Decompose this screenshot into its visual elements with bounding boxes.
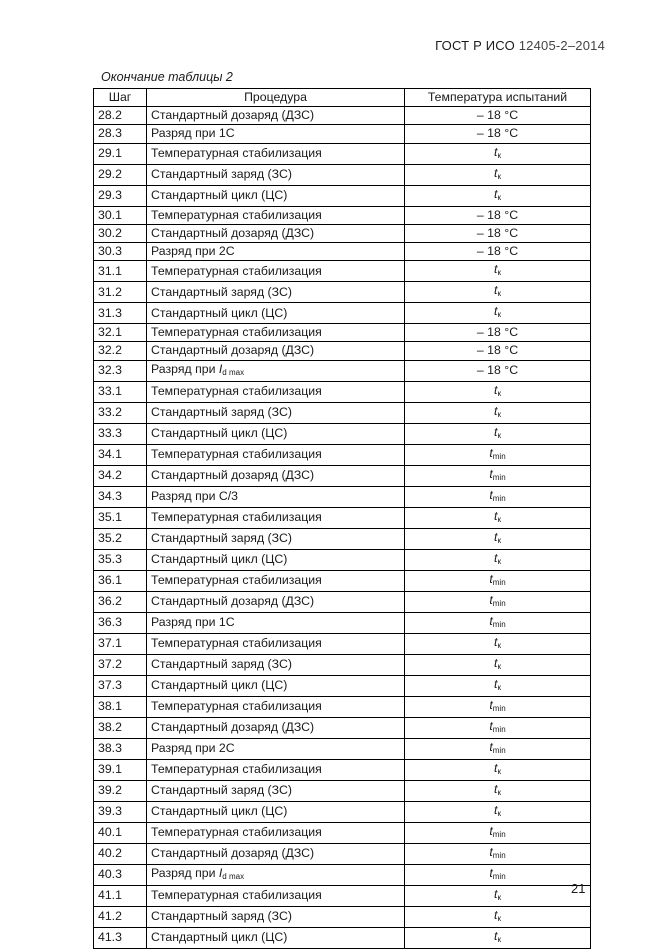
temperature-cell [405, 717, 591, 738]
procedure-cell [147, 780, 405, 801]
procedure-text: Стандартный цикл (ЦС) [151, 188, 288, 203]
table-row [94, 528, 591, 549]
temperature-symbol: t [494, 424, 498, 439]
temperature-cell [405, 864, 591, 885]
temperature-cell [405, 185, 591, 206]
table-row [94, 185, 591, 206]
procedure-cell [147, 444, 405, 465]
table-row [94, 717, 591, 738]
step-cell: 40.1 [94, 822, 147, 843]
temperature-value: – 18 °C [476, 108, 519, 123]
temperature-symbol: t [489, 445, 493, 460]
table-row [94, 444, 591, 465]
temperature-subscript: к [497, 682, 501, 692]
standard-code: ГОСТ Р ИСО [435, 38, 515, 53]
procedure-text: Температурная стабилизация [151, 762, 322, 776]
table-row [94, 402, 591, 423]
procedure-text: Температурная стабилизация [151, 384, 322, 398]
procedure-text: Стандартный цикл (ЦС) [151, 305, 288, 320]
current-subscript: d max [222, 871, 245, 881]
procedure-text: Стандартный заряд (ЗС) [151, 167, 292, 182]
procedure-cell [147, 242, 405, 260]
table-row [94, 206, 591, 224]
current-subscript: d max [222, 367, 245, 377]
procedure-cell [147, 261, 405, 282]
table-row [94, 675, 591, 696]
temperature-subscript: к [497, 289, 501, 299]
step-cell: 36.3 [94, 612, 147, 633]
table-header-row [94, 89, 591, 107]
temperature-symbol: t [494, 760, 498, 775]
temperature-symbol: t [494, 144, 498, 159]
procedure-cell [147, 906, 405, 927]
temperature-value: – 18 °C [476, 225, 519, 240]
temperature-symbol: t [494, 928, 498, 943]
current-symbol: I [218, 361, 223, 376]
temperature-symbol: t [494, 550, 498, 565]
temperature-subscript: min [492, 472, 506, 482]
procedure-text: Разряд при 2С [151, 244, 235, 259]
step-cell: 35.3 [94, 549, 147, 570]
procedure-text: Стандартный заряд (ЗС) [151, 909, 292, 923]
step-cell: 35.2 [94, 528, 147, 549]
procedure-cell [147, 675, 405, 696]
temperature-symbol: t [494, 781, 498, 796]
procedure-text: Разряд при 2С [151, 741, 235, 755]
temperature-cell [405, 324, 591, 342]
temperature-subscript: к [497, 661, 501, 671]
step-cell: 34.3 [94, 486, 147, 507]
step-cell: 40.3 [94, 864, 147, 885]
procedure-cell [147, 402, 405, 423]
table-row [94, 612, 591, 633]
temperature-subscript: min [492, 703, 506, 713]
step-cell: 38.3 [94, 738, 147, 759]
procedure-text: Температурная стабилизация [151, 325, 322, 340]
temperature-subscript: к [497, 934, 501, 944]
temperature-cell [405, 224, 591, 242]
procedure-text: Стандартный цикл (ЦС) [151, 678, 288, 692]
temperature-cell [405, 486, 591, 507]
temperature-subscript: к [497, 514, 501, 524]
table-row [94, 381, 591, 402]
temperature-cell [405, 843, 591, 864]
temperature-cell [405, 696, 591, 717]
table-row [94, 282, 591, 303]
table-row [94, 507, 591, 528]
table-body [94, 107, 591, 948]
table-row [94, 242, 591, 260]
temperature-cell [405, 927, 591, 948]
table-row [94, 906, 591, 927]
table-row [94, 801, 591, 822]
procedure-cell [147, 423, 405, 444]
table-caption: Окончание таблицы 2 [101, 70, 233, 84]
procedure-cell [147, 927, 405, 948]
table-row [94, 591, 591, 612]
step-cell: 29.2 [94, 164, 147, 185]
temperature-symbol: t [494, 907, 498, 922]
step-cell: 32.3 [94, 360, 147, 381]
procedure-cell [147, 224, 405, 242]
temperature-subscript: к [497, 310, 501, 320]
temperature-subscript: к [497, 150, 501, 160]
temperature-value: – 18 °C [476, 126, 519, 141]
procedure-cell [147, 612, 405, 633]
procedure-text: Температурная стабилизация [151, 207, 322, 222]
document-header [435, 38, 605, 53]
table-row [94, 843, 591, 864]
procedure-text: Стандартный заряд (ЗС) [151, 783, 292, 797]
temperature-cell [405, 125, 591, 143]
procedure-cell [147, 342, 405, 360]
temperature-subscript: к [497, 388, 501, 398]
temperature-subscript: min [492, 451, 506, 461]
temperature-symbol: t [489, 697, 493, 712]
temperature-cell [405, 759, 591, 780]
temperature-cell [405, 164, 591, 185]
temperature-cell [405, 675, 591, 696]
procedure-cell [147, 549, 405, 570]
procedure-text: Разряд при 1С [151, 615, 235, 629]
procedure-text: Температурная стабилизация [151, 510, 322, 524]
procedure-text: Температурная стабилизация [151, 146, 322, 161]
current-symbol: I [218, 865, 223, 880]
temperature-subscript: к [497, 913, 501, 923]
step-cell: 36.2 [94, 591, 147, 612]
temperature-symbol: t [494, 529, 498, 544]
procedure-cell [147, 696, 405, 717]
step-cell: 39.3 [94, 801, 147, 822]
step-cell: 31.1 [94, 261, 147, 282]
temperature-cell [405, 143, 591, 164]
table-row [94, 342, 591, 360]
temperature-subscript: к [497, 535, 501, 545]
table-row [94, 324, 591, 342]
table-row [94, 738, 591, 759]
step-cell: 38.2 [94, 717, 147, 738]
step-cell: 30.2 [94, 224, 147, 242]
procedure-cell [147, 507, 405, 528]
procedure-text: Стандартный дозаряд (ДЗС) [151, 343, 315, 358]
step-cell: 37.3 [94, 675, 147, 696]
temperature-symbol: t [494, 676, 498, 691]
temperature-subscript: к [497, 766, 501, 776]
procedure-text: Температурная стабилизация [151, 636, 322, 650]
step-cell: 33.1 [94, 381, 147, 402]
column-header-procedure: Процедура [147, 89, 405, 107]
temperature-symbol: t [489, 739, 493, 754]
temperature-cell [405, 381, 591, 402]
temperature-subscript: к [497, 192, 501, 202]
procedure-cell [147, 360, 405, 381]
procedure-text: Стандартный дозаряд (ДЗС) [151, 720, 315, 734]
table-row [94, 864, 591, 885]
temperature-cell [405, 465, 591, 486]
table-row [94, 465, 591, 486]
temperature-subscript: к [497, 808, 501, 818]
step-cell: 33.2 [94, 402, 147, 423]
temperature-subscript: к [497, 171, 501, 181]
procedure-cell [147, 591, 405, 612]
step-cell: 39.2 [94, 780, 147, 801]
procedure-cell [147, 759, 405, 780]
procedure-cell [147, 324, 405, 342]
step-cell: 39.1 [94, 759, 147, 780]
procedure-cell [147, 885, 405, 906]
temperature-subscript: к [497, 556, 501, 566]
temperature-symbol: t [494, 802, 498, 817]
table-row [94, 125, 591, 143]
temperature-cell [405, 780, 591, 801]
step-cell: 28.3 [94, 125, 147, 143]
table-row [94, 696, 591, 717]
procedure-text: Температурная стабилизация [151, 263, 322, 278]
temperature-symbol: t [489, 592, 493, 607]
procedure-cell [147, 738, 405, 759]
temperature-subscript: min [492, 724, 506, 734]
step-cell: 30.3 [94, 242, 147, 260]
temperature-cell [405, 633, 591, 654]
table-row [94, 885, 591, 906]
step-cell: 32.2 [94, 342, 147, 360]
procedure-text: Стандартный дозаряд (ДЗС) [151, 594, 315, 608]
temperature-cell [405, 107, 591, 125]
procedure-cell [147, 143, 405, 164]
procedure-text: Разряд при С/3 [151, 489, 239, 503]
procedure-cell [147, 486, 405, 507]
procedure-cell [147, 282, 405, 303]
temperature-symbol: t [494, 283, 498, 298]
table-row [94, 164, 591, 185]
procedure-text: Стандартный цикл (ЦС) [151, 552, 288, 566]
temperature-cell [405, 654, 591, 675]
step-cell: 38.1 [94, 696, 147, 717]
table-row [94, 143, 591, 164]
temperature-symbol: t [489, 718, 493, 733]
procedure-cell [147, 864, 405, 885]
procedure-text: Стандартный дозаряд (ДЗС) [151, 846, 315, 860]
table-row [94, 633, 591, 654]
table-row [94, 822, 591, 843]
temperature-symbol: t [494, 382, 498, 397]
temperature-symbol: t [494, 508, 498, 523]
table-row [94, 303, 591, 324]
procedure-cell [147, 381, 405, 402]
procedure-text: Стандартный цикл (ЦС) [151, 930, 288, 944]
table-row [94, 360, 591, 381]
temperature-cell [405, 801, 591, 822]
temperature-subscript: min [492, 829, 506, 839]
temperature-cell [405, 591, 591, 612]
temperature-subscript: min [492, 577, 506, 587]
table-row [94, 654, 591, 675]
temperature-cell [405, 822, 591, 843]
procedure-text: Температурная стабилизация [151, 825, 322, 839]
step-cell: 40.2 [94, 843, 147, 864]
temperature-cell [405, 360, 591, 381]
step-cell: 30.1 [94, 206, 147, 224]
procedure-text: Стандартный цикл (ЦС) [151, 426, 288, 440]
procedure-text: Разряд при 1С [151, 126, 235, 141]
procedure-cell [147, 125, 405, 143]
procedure-cell [147, 107, 405, 125]
table-row [94, 780, 591, 801]
procedure-text: Стандартный цикл (ЦС) [151, 804, 288, 818]
procedure-cell [147, 465, 405, 486]
procedure-cell [147, 822, 405, 843]
step-cell: 31.3 [94, 303, 147, 324]
procedure-cell [147, 570, 405, 591]
step-cell: 29.3 [94, 185, 147, 206]
test-procedure-table [93, 88, 591, 949]
temperature-symbol: t [494, 634, 498, 649]
step-cell: 35.1 [94, 507, 147, 528]
temperature-symbol: t [494, 262, 498, 277]
procedure-text: Температурная стабилизация [151, 573, 322, 587]
temperature-cell [405, 549, 591, 570]
procedure-text: Стандартный заряд (ЗС) [151, 405, 292, 419]
temperature-cell [405, 528, 591, 549]
step-cell: 34.2 [94, 465, 147, 486]
procedure-text: Стандартный заряд (ЗС) [151, 657, 292, 671]
step-cell: 41.2 [94, 906, 147, 927]
temperature-cell [405, 738, 591, 759]
procedure-cell [147, 654, 405, 675]
step-cell: 33.3 [94, 423, 147, 444]
temperature-cell [405, 402, 591, 423]
procedure-text: Стандартный заряд (ЗС) [151, 531, 292, 545]
temperature-cell [405, 612, 591, 633]
table-row [94, 549, 591, 570]
temperature-subscript: к [497, 892, 501, 902]
temperature-subscript: min [492, 871, 506, 881]
temperature-cell [405, 570, 591, 591]
temperature-symbol: t [489, 844, 493, 859]
step-cell: 34.1 [94, 444, 147, 465]
page-number: 21 [571, 881, 586, 896]
temperature-subscript: min [492, 745, 506, 755]
procedure-cell [147, 801, 405, 822]
temperature-symbol: t [494, 186, 498, 201]
temperature-subscript: min [492, 598, 506, 608]
temperature-subscript: к [497, 268, 501, 278]
table-row [94, 759, 591, 780]
temperature-subscript: к [497, 787, 501, 797]
temperature-symbol: t [494, 165, 498, 180]
step-cell: 37.1 [94, 633, 147, 654]
temperature-subscript: к [497, 409, 501, 419]
column-header-step: Шаг [94, 89, 147, 107]
procedure-cell [147, 206, 405, 224]
step-cell: 31.2 [94, 282, 147, 303]
step-cell: 36.1 [94, 570, 147, 591]
table-row [94, 486, 591, 507]
temperature-cell [405, 261, 591, 282]
temperature-symbol: t [489, 613, 493, 628]
temperature-symbol: t [489, 487, 493, 502]
temperature-cell [405, 906, 591, 927]
temperature-symbol: t [489, 823, 493, 838]
procedure-text: Температурная стабилизация [151, 699, 322, 713]
temperature-symbol: t [489, 571, 493, 586]
temperature-cell [405, 303, 591, 324]
procedure-text: Стандартный заряд (ЗС) [151, 284, 292, 299]
table-row [94, 570, 591, 591]
procedure-cell [147, 303, 405, 324]
temperature-symbol: t [489, 466, 493, 481]
temperature-value: – 18 °C [476, 207, 519, 222]
table-row [94, 423, 591, 444]
procedure-cell [147, 185, 405, 206]
procedure-text: Стандартный дозаряд (ДЗС) [151, 225, 315, 240]
procedure-cell [147, 528, 405, 549]
procedure-cell [147, 164, 405, 185]
procedure-text: Стандартный дозаряд (ДЗС) [151, 108, 315, 123]
temperature-subscript: min [492, 619, 506, 629]
temperature-subscript: к [497, 430, 501, 440]
step-cell: 37.2 [94, 654, 147, 675]
temperature-cell [405, 206, 591, 224]
temperature-symbol: t [494, 304, 498, 319]
temperature-cell [405, 342, 591, 360]
column-header-temperature: Температура испытаний [405, 89, 591, 107]
step-cell: 32.1 [94, 324, 147, 342]
procedure-text: Стандартный дозаряд (ДЗС) [151, 468, 315, 482]
step-cell: 41.3 [94, 927, 147, 948]
temperature-cell [405, 507, 591, 528]
table-row [94, 224, 591, 242]
temperature-symbol: t [494, 655, 498, 670]
procedure-text: Температурная стабилизация [151, 888, 322, 902]
table-row [94, 107, 591, 125]
step-cell: 28.2 [94, 107, 147, 125]
step-cell: 41.1 [94, 885, 147, 906]
procedure-cell [147, 717, 405, 738]
temperature-cell [405, 885, 591, 906]
procedure-text: Разряд при [151, 865, 219, 880]
temperature-value: – 18 °C [476, 343, 519, 358]
temperature-value: – 18 °C [476, 244, 519, 259]
temperature-cell [405, 444, 591, 465]
temperature-subscript: min [492, 850, 506, 860]
table-row [94, 927, 591, 948]
temperature-symbol: t [494, 886, 498, 901]
procedure-text: Разряд при [151, 361, 219, 376]
temperature-symbol: t [494, 403, 498, 418]
temperature-cell [405, 423, 591, 444]
temperature-subscript: min [492, 493, 506, 503]
temperature-symbol: t [489, 865, 493, 880]
standard-number: 12405-2–2014 [518, 38, 605, 53]
procedure-text: Температурная стабилизация [151, 447, 322, 461]
temperature-cell [405, 282, 591, 303]
procedure-cell [147, 633, 405, 654]
temperature-cell [405, 242, 591, 260]
procedure-cell [147, 843, 405, 864]
table-row [94, 261, 591, 282]
step-cell: 29.1 [94, 143, 147, 164]
temperature-value: – 18 °C [476, 363, 519, 377]
temperature-subscript: к [497, 640, 501, 650]
temperature-value: – 18 °C [476, 325, 519, 340]
